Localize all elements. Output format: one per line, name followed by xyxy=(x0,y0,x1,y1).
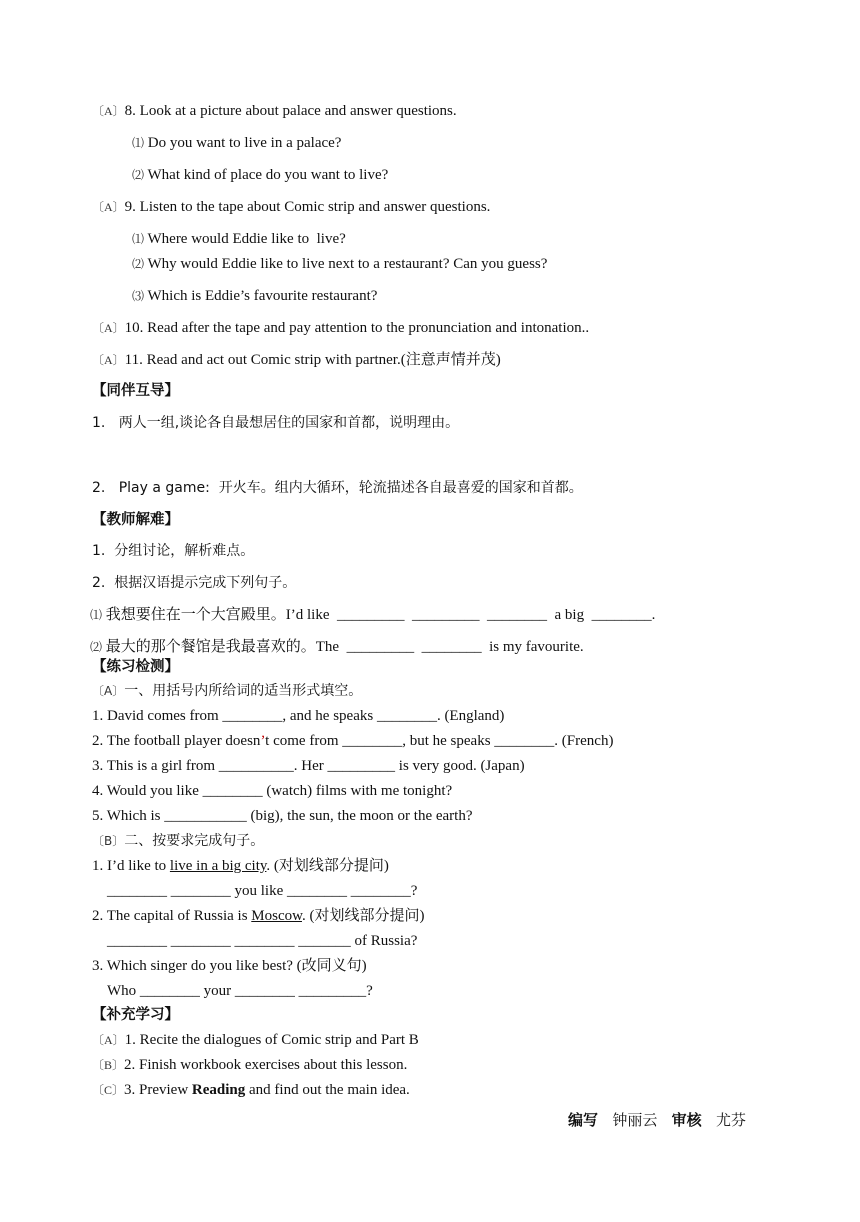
reviewer-name: 尤芬 xyxy=(715,1111,746,1129)
level-tag: 〔A〕 xyxy=(92,684,125,698)
underlined-phrase: Moscow xyxy=(251,908,302,924)
teacher-item-2: 2. 根据汉语提示完成下列句子。 xyxy=(92,575,297,591)
practice-a-2 xyxy=(92,731,613,751)
question-text: Which is Eddie’s favourite restaurant? xyxy=(147,288,378,304)
practice-part-b-title xyxy=(92,831,264,851)
question-text: Why would Eddie like to live next to a restaurant? Can you guess? xyxy=(147,256,548,272)
item-text: 1. Recite the dialogues of Comic strip and Part B xyxy=(124,1032,419,1048)
item-number: ⑵ xyxy=(90,640,103,654)
translation-sentence-2 xyxy=(90,637,584,657)
level-tag: 〔B〕 xyxy=(92,834,125,848)
extra-item-3 xyxy=(92,1080,410,1100)
item-number: ⑴ xyxy=(132,232,145,246)
practice-b-1-answer: ________ ________ you like ________ ________? xyxy=(107,883,418,899)
question-9 xyxy=(92,197,490,217)
reviewer-label: 审核 xyxy=(671,1111,702,1129)
text-part: . (对划线部分提问) xyxy=(266,858,389,874)
translation-sentence-1 xyxy=(90,605,655,625)
item-number: ⑵ xyxy=(132,168,145,182)
question-text: 11. Read and act out Comic strip with partner.(注意声情并茂) xyxy=(124,352,501,368)
editor-name: 钟丽云 xyxy=(612,1111,658,1129)
apostrophe-mark: ’ xyxy=(260,733,266,749)
section-heading-teacher: 【教师解难】 xyxy=(92,512,179,528)
level-tag: 〔A〕 xyxy=(92,104,125,118)
text-part: 1. I’d like to xyxy=(92,858,170,874)
text-part: 2. The capital of Russia is xyxy=(92,908,252,924)
text-part: t come from ________, but he speaks ________. (French) xyxy=(265,733,614,749)
editor-label: 编写 xyxy=(568,1111,599,1129)
item-number: ⑴ xyxy=(132,136,145,150)
question-8-2 xyxy=(132,165,388,185)
section-heading-extra: 【补充学习】 xyxy=(92,1007,179,1023)
level-tag: 〔C〕 xyxy=(92,1083,125,1097)
text-part: 2. The football player doesn xyxy=(92,733,261,749)
question-text: 10. Read after the tape and pay attention to the pronunciation and intonation.. xyxy=(124,320,590,336)
level-tag: 〔A〕 xyxy=(92,1033,125,1047)
question-text: 8. Look at a picture about palace and answer questions. xyxy=(124,103,457,119)
question-10 xyxy=(92,318,589,338)
bold-word: Reading xyxy=(191,1082,246,1098)
footer-credits xyxy=(568,1110,746,1130)
extra-item-2 xyxy=(92,1055,407,1075)
item-text: 2. Finish workbook exercises about this lesson. xyxy=(124,1057,408,1073)
text-part: 3. Preview xyxy=(124,1082,192,1098)
teacher-item-1: 1. 分组讨论，解析难点。 xyxy=(92,543,255,559)
question-text: Where would Eddie like to live? xyxy=(147,231,346,247)
text-part: . (对划线部分提问) xyxy=(301,908,425,924)
practice-a-3: 3. This is a girl from __________. Her _________ is very good. (Japan) xyxy=(92,758,525,774)
level-tag: 〔A〕 xyxy=(92,321,125,335)
part-title: 一、用括号内所给词的适当形式填空。 xyxy=(124,683,363,699)
extra-item-1 xyxy=(92,1030,419,1050)
item-number: ⑴ xyxy=(90,608,103,622)
question-text: Do you want to live in a palace? xyxy=(147,135,342,151)
question-9-1 xyxy=(132,229,346,249)
question-8-1 xyxy=(132,133,341,153)
section-heading-practice: 【练习检测】 xyxy=(92,659,179,675)
item-number: ⑵ xyxy=(132,257,145,271)
question-11 xyxy=(92,350,501,370)
question-8 xyxy=(92,101,457,121)
practice-b-2-answer: ________ ________ ________ _______ of Russia? xyxy=(107,933,418,949)
underlined-phrase: live in a big city xyxy=(169,858,267,874)
level-tag: 〔A〕 xyxy=(92,200,125,214)
question-text: What kind of place do you want to live? xyxy=(147,167,389,183)
part-title: 二、按要求完成句子。 xyxy=(124,833,265,849)
question-text: 9. Listen to the tape about Comic strip and answer questions. xyxy=(124,199,491,215)
text-part: and find out the main idea. xyxy=(245,1082,410,1098)
practice-b-1 xyxy=(92,856,389,876)
question-9-3 xyxy=(132,286,377,306)
question-9-2 xyxy=(132,254,547,274)
practice-a-5: 5. Which is ___________ (big), the sun, the moon or the earth? xyxy=(92,808,473,824)
practice-a-4: 4. Would you like ________ (watch) films with me tonight? xyxy=(92,783,453,799)
sentence-text: 我想要住在一个大宫殿里。I’d like _________ _________ ________ a big ________. xyxy=(102,607,656,623)
practice-b-3-answer: Who ________ your ________ _________? xyxy=(107,983,373,999)
sentence-text: 最大的那个餐馆是我最喜欢的。The _________ ________ is my favourite. xyxy=(102,639,584,655)
item-number: ⑶ xyxy=(132,289,145,303)
practice-a-1: 1. David comes from ________, and he speaks ________. (England) xyxy=(92,708,505,724)
practice-b-3: 3. Which singer do you like best? (改同义句) xyxy=(92,958,367,974)
practice-part-a-title xyxy=(92,681,362,701)
peer-item-2: 2. Play a game: 开火车。组内大循环，轮流描述各自最喜爱的国家和首都。 xyxy=(92,480,583,496)
peer-item-1: 1. 两人一组,谈论各自最想居住的国家和首都，说明理由。 xyxy=(92,415,460,431)
level-tag: 〔B〕 xyxy=(92,1058,125,1072)
section-heading-peer: 【同伴互导】 xyxy=(92,383,179,399)
level-tag: 〔A〕 xyxy=(92,353,125,367)
practice-b-2 xyxy=(92,906,424,926)
